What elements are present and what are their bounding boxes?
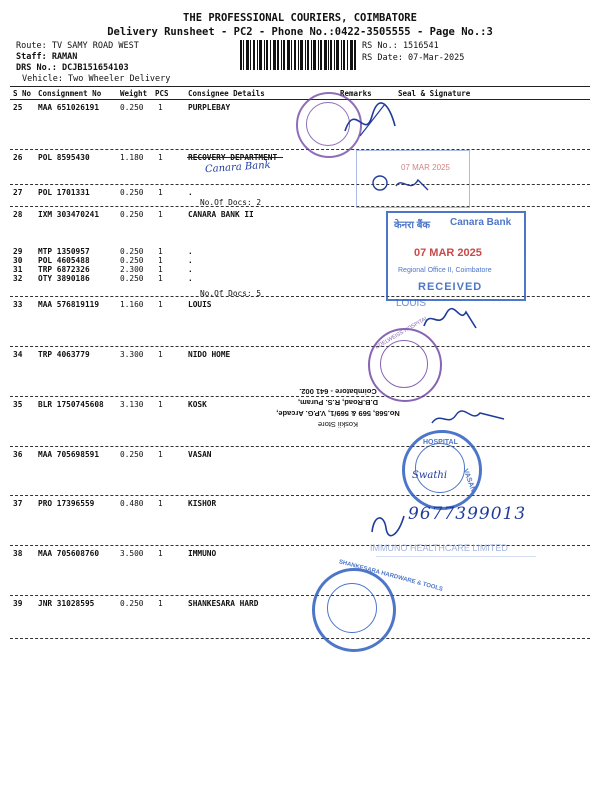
cell-pcs: 1 xyxy=(158,210,163,219)
cell-sno: 30 xyxy=(13,256,23,265)
cell-weight: 3.300 xyxy=(120,350,144,359)
cell-sno: 31 xyxy=(13,265,23,274)
edelweiss-text: EDELWEISS HOSPITAL xyxy=(374,315,430,351)
vehicle-label: Vehicle: Two Wheeler Delivery xyxy=(22,74,171,84)
cell-consignee: RECOVERY DEPARTMENT xyxy=(188,153,278,162)
cell-pcs: 1 xyxy=(158,300,163,309)
col-seal: Seal & Signature xyxy=(398,89,471,98)
canara-hindi: केनरा बैंक xyxy=(394,220,431,231)
barcode xyxy=(240,40,356,70)
cell-consignee: NIDO HOME xyxy=(188,350,231,359)
cell-sno: 29 xyxy=(13,247,23,256)
drs-number: DRS No.: DCJB151654103 xyxy=(16,63,129,73)
handwritten-name: Swathi xyxy=(412,470,448,481)
vasan-hospital-text: HOSPITAL xyxy=(423,439,458,446)
runsheet-subtitle: Delivery Runsheet - PC2 - Phone No.:0422-3505555 - Page No.:3 xyxy=(107,26,493,38)
cell-pcs: 1 xyxy=(158,549,163,558)
cell-consignment: POL 4605488 xyxy=(38,256,90,265)
cell-pcs: 1 xyxy=(158,247,163,256)
cell-weight: 0.250 xyxy=(120,103,144,112)
cell-consignment: MAA 705698591 xyxy=(38,450,100,459)
row-separator xyxy=(10,346,590,347)
barcode-graphic xyxy=(240,40,356,70)
kosk-line: No.568, 569 & 569/1, V.P.G. Arcade, xyxy=(276,409,400,418)
cell-consignment: TRP 4063779 xyxy=(38,350,90,359)
cell-sno: 26 xyxy=(13,153,23,162)
cell-sno: 33 xyxy=(13,300,23,309)
cell-consignee: . xyxy=(188,256,193,265)
cell-sno: 27 xyxy=(13,188,23,197)
col-consignment: Consignment No xyxy=(38,89,102,98)
signature-scribble xyxy=(366,168,436,198)
row-separator xyxy=(10,446,590,447)
cell-consignee: VASAN xyxy=(188,450,212,459)
cell-consignee: . xyxy=(188,274,193,283)
cell-weight: 0.250 xyxy=(120,256,144,265)
cell-weight: 3.130 xyxy=(120,400,144,409)
cell-consignee: PURPLEBAY xyxy=(188,103,231,112)
col-remarks: Remarks xyxy=(340,89,372,98)
faint-stamp-date: 07 MAR 2025 xyxy=(401,163,450,172)
cell-pcs: 1 xyxy=(158,400,163,409)
cell-consignee: SHANKESARA HARD xyxy=(188,599,259,608)
col-pcs: PCS xyxy=(155,89,169,98)
row-separator xyxy=(10,495,590,496)
kosk-line: Koskii Store xyxy=(317,420,359,429)
cell-consignee: LOUIS xyxy=(188,300,212,309)
kosk-store-stamp xyxy=(268,368,408,430)
handwritten-canara-note: Canara Bank xyxy=(204,159,272,176)
cell-consignee: CANARA BANK II xyxy=(188,210,254,219)
cell-weight: 0.250 xyxy=(120,599,144,608)
cell-pcs: 1 xyxy=(158,103,163,112)
cell-pcs: 1 xyxy=(158,265,163,274)
row-separator xyxy=(10,184,590,185)
col-consignee: Consignee Details xyxy=(188,89,265,98)
signature-scribble xyxy=(340,96,400,146)
row-separator xyxy=(10,149,590,150)
cell-pcs: 1 xyxy=(158,256,163,265)
cell-sno: 25 xyxy=(13,103,23,112)
docs-note: No.Of Docs: 2 xyxy=(200,198,262,207)
cell-consignment: BLR 1750745608 xyxy=(38,400,104,409)
louis-stamp: LOUIS xyxy=(396,298,427,309)
kosk-line: Coimbatore - 641 002. xyxy=(299,387,377,396)
route-label: Route: TV SAMY ROAD WEST xyxy=(16,41,139,51)
cell-consignee: KOSK xyxy=(188,400,207,409)
cell-weight: 0.250 xyxy=(120,450,144,459)
cell-weight: 1.180 xyxy=(120,153,144,162)
cell-consignment: TRP 6872326 xyxy=(38,265,90,274)
cell-consignee: . xyxy=(188,247,193,256)
cell-consignment: PRO 17396559 xyxy=(38,499,95,508)
immuno-stamp: IMMUNO HEALTHCARE LIMITED xyxy=(370,543,508,553)
strikethrough-line xyxy=(187,157,283,158)
cell-sno: 28 xyxy=(13,210,23,219)
cell-consignment: MTP 1350957 xyxy=(38,247,90,256)
cell-consignment: POL 1701331 xyxy=(38,188,90,197)
docs-note: No.Of Docs: 5 xyxy=(200,289,262,298)
shankesara-text: SHANKESARA HARDWARE & TOOLS xyxy=(338,559,444,593)
cell-consignment: OTY 3890186 xyxy=(38,274,90,283)
cell-sno: 38 xyxy=(13,549,23,558)
canara-office: Regional Office II, Coimbatore xyxy=(398,267,492,274)
canara-bank-stamp xyxy=(386,211,526,301)
vasan-text: VASAN xyxy=(461,468,477,493)
cell-consignment: MAA 651026191 xyxy=(38,103,100,112)
cell-consignment: IXM 303470241 xyxy=(38,210,100,219)
cell-pcs: 1 xyxy=(158,153,163,162)
cell-pcs: 1 xyxy=(158,450,163,459)
cell-sno: 34 xyxy=(13,350,23,359)
col-weight: Weight xyxy=(120,89,148,98)
signature-scribble xyxy=(368,510,408,538)
cell-consignment: MAA 705608760 xyxy=(38,549,100,558)
cell-weight: 0.250 xyxy=(120,274,144,283)
cell-consignment: MAA 576819119 xyxy=(38,300,100,309)
cell-weight: 3.500 xyxy=(120,549,144,558)
row-separator xyxy=(10,638,590,639)
col-sno: S No xyxy=(13,89,32,98)
cell-weight: 2.300 xyxy=(120,265,144,274)
header-top-rule xyxy=(10,86,590,87)
signature-scribble xyxy=(428,405,508,431)
cell-consignment: JNR 31028595 xyxy=(38,599,95,608)
cell-consignee: . xyxy=(188,265,193,274)
cell-weight: 0.250 xyxy=(120,247,144,256)
cell-pcs: 1 xyxy=(158,188,163,197)
handwritten-phone: 9677399013 xyxy=(408,504,527,524)
cell-sno: 39 xyxy=(13,599,23,608)
cell-consignee: KISHOR xyxy=(188,499,217,508)
cell-pcs: 1 xyxy=(158,274,163,283)
cell-weight: 0.480 xyxy=(120,499,144,508)
cell-pcs: 1 xyxy=(158,599,163,608)
cell-sno: 35 xyxy=(13,400,23,409)
cell-sno: 32 xyxy=(13,274,23,283)
cell-pcs: 1 xyxy=(158,499,163,508)
cell-consignment: POL 8595430 xyxy=(38,153,90,162)
cell-weight: 0.250 xyxy=(120,188,144,197)
kosk-line: D.B.Road, R.S. Puram, xyxy=(298,398,379,407)
canara-date: 07 MAR 2025 xyxy=(414,247,482,259)
cell-sno: 36 xyxy=(13,450,23,459)
cell-consignee: . xyxy=(188,188,193,197)
rs-date: RS Date: 07-Mar-2025 xyxy=(362,53,465,63)
cell-consignee: IMMUNO xyxy=(188,549,217,558)
header-bottom-rule xyxy=(10,99,590,100)
company-title: THE PROFESSIONAL COURIERS, COIMBATORE xyxy=(183,12,417,24)
cell-weight: 0.250 xyxy=(120,210,144,219)
cell-sno: 37 xyxy=(13,499,23,508)
canara-received: RECEIVED xyxy=(418,281,483,293)
cell-weight: 1.160 xyxy=(120,300,144,309)
canara-english: Canara Bank xyxy=(450,217,512,228)
shankesara-stamp xyxy=(312,559,444,652)
rs-number: RS No.: 1516541 xyxy=(362,41,439,51)
row-separator xyxy=(10,206,590,207)
staff-label: Staff: RAMAN xyxy=(16,52,78,62)
cell-pcs: 1 xyxy=(158,350,163,359)
